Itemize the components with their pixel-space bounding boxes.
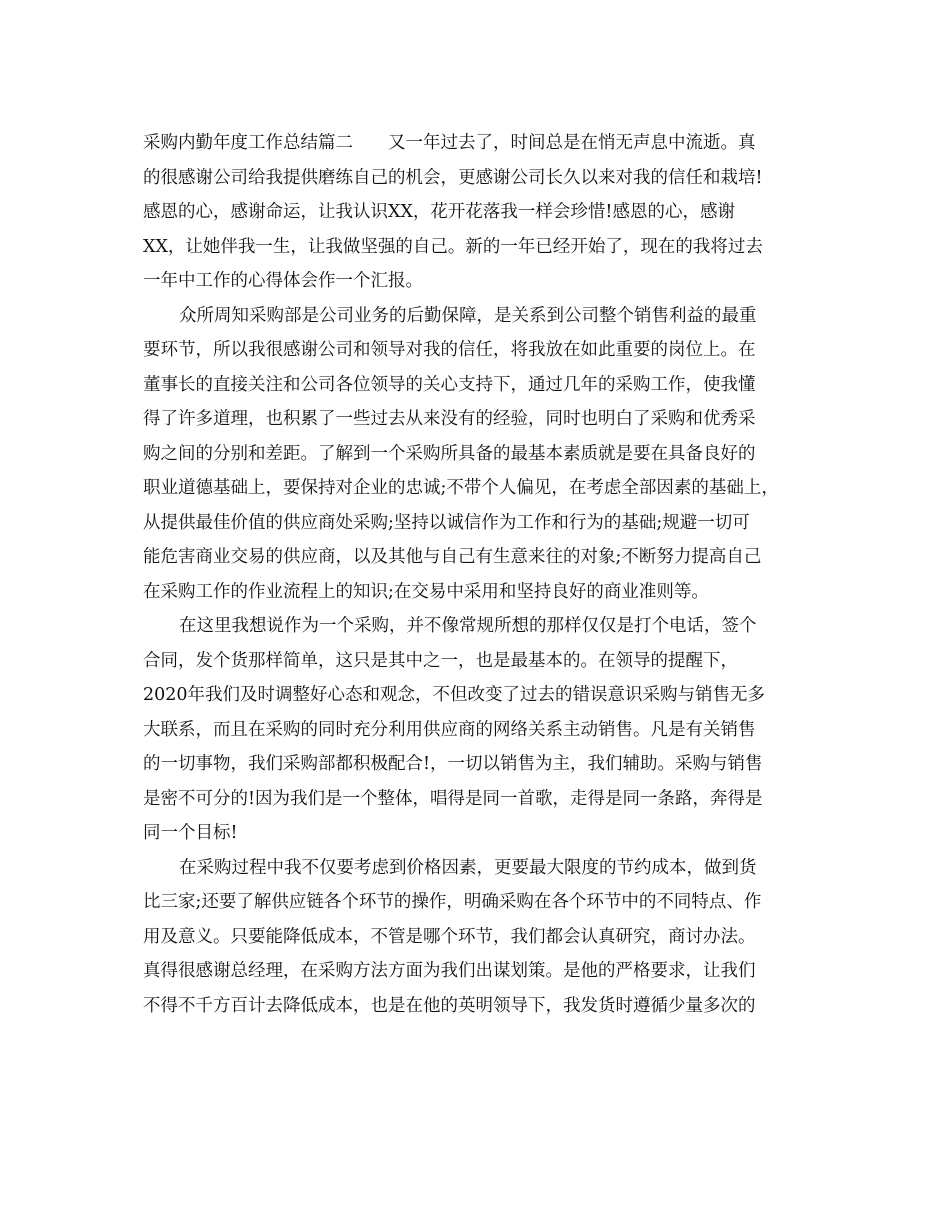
paragraph-first-line: 在这里我想说作为一个采购，并不像常规所想的那样仅仅是打个电话，签个 (179, 616, 757, 636)
text-line: 在采购工作的作业流程上的知识;在交易中采用和坚持良好的商业准则等。 (143, 581, 709, 602)
text-line: 的很感谢公司给我提供磨练自己的机会，更感谢公司长久以来对我的信任和栽培! (143, 167, 763, 188)
text-line: 采购内勤年度工作总结篇二 又一年过去了，时间总是在悄无声息中流逝。真 (143, 133, 756, 153)
text-line: 一年中工作的心得体会作一个汇报。 (143, 271, 423, 291)
text-line: 董事长的直接关注和公司各位领导的关心支持下，通过几年的采购工作，使我懂 (143, 374, 756, 395)
document-body (143, 126, 823, 1023)
text-line: XX，让她伴我一生，让我做坚强的自己。新的一年已经开始了，现在的我将过去 (143, 236, 763, 257)
paragraph-first-line: 在采购过程中我不仅要考虑到价格因素，更要最大限度的节约成本，做到货 (179, 857, 757, 878)
paragraph-first-line: 众所周知采购部是公司业务的后勤保障，是关系到公司整个销售利益的最重 (179, 305, 757, 326)
text-line: 要环节，所以我很感谢公司和领导对我的信任，将我放在如此重要的岗位上。在 (143, 340, 756, 360)
text-line: 真得很感谢总经理，在采购方法方面为我们出谋划策。是他的严格要求，让我们 (143, 961, 756, 981)
text-line: 是密不可分的!因为我们是一个整体，唱得是同一首歌，走得是同一条路，奔得是 (143, 788, 763, 809)
text-line: 购之间的分别和差距。了解到一个采购所具备的最基本素质就是要在具备良好的 (143, 443, 756, 464)
text-line: 能危害商业交易的供应商，以及其他与自己有生意来往的对象;不断努力提高自己 (143, 547, 762, 567)
text-line: 感恩的心，感谢命运，让我认识XX，花开花落我一样会珍惜!感恩的心，感谢 (143, 202, 735, 222)
text-line: 的一切事物，我们采购部都积极配合!，一切以销售为主，我们辅助。采购与销售 (143, 754, 763, 774)
text-line: 得了许多道理，也积累了一些过去从来没有的经验，同时也明白了采购和优秀采 (143, 409, 756, 429)
text-line: 同一个目标! (143, 823, 238, 843)
text-line: 从提供最佳价值的供应商处采购;坚持以诚信作为工作和行为的基础;规避一切可 (143, 512, 750, 533)
text-line: 职业道德基础上，要保持对企业的忠诚;不带个人偏见，在考虑全部因素的基础上， (143, 478, 779, 498)
text-line: 比三家;还要了解供应链各个环节的操作，明确采购在各个环节中的不同特点、作 (143, 892, 762, 912)
text-line: 大联系，而且在采购的同时充分利用供应商的网络关系主动销售。凡是有关销售 (143, 719, 756, 740)
text-line: 2020年我们及时调整好心态和观念，不但改变了过去的错误意识采购与销售无多 (143, 685, 766, 705)
text-line: 不得不千方百计去降低成本，也是在他的英明领导下，我发货时遵循少量多次的 (143, 995, 756, 1016)
text-line: 用及意义。只要能降低成本，不管是哪个环节，我们都会认真研究，商讨办法。 (143, 926, 756, 947)
text-line: 合同，发个货那样简单，这只是其中之一，也是最基本的。在领导的提醒下， (143, 650, 738, 671)
